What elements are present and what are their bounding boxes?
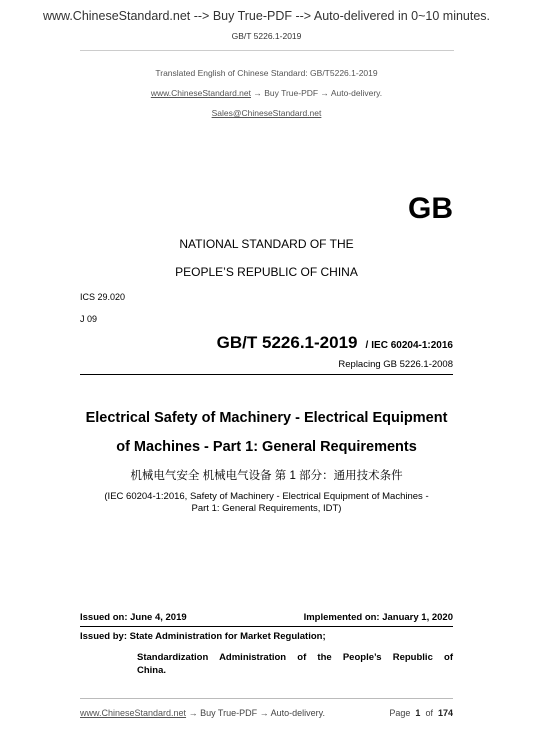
issued-by: Issued by: State Administration for Market Regulation; bbox=[80, 631, 326, 642]
page-indicator bbox=[340, 708, 453, 718]
document-title-line2: of Machines - Part 1: General Requirements bbox=[116, 439, 417, 455]
sales-email-line bbox=[0, 108, 533, 118]
iec-number: IEC 60204-1:2016 bbox=[371, 340, 453, 351]
gb-mark: GB bbox=[408, 192, 453, 225]
header-standard-code: GB/T 5226.1-2019 bbox=[231, 31, 302, 41]
national-standard-line2: PEOPLE’S REPUBLIC OF CHINA bbox=[175, 265, 358, 279]
page-total: 174 bbox=[437, 708, 453, 718]
translation-buy-line bbox=[0, 88, 533, 98]
ics-code: ICS 29.020 bbox=[80, 292, 126, 302]
document-title-line1: Electrical Safety of Machinery - Electrical Equipment bbox=[85, 410, 448, 426]
sales-email-link[interactable]: Sales@ChineseStandard.net bbox=[211, 108, 322, 118]
page-label: Page bbox=[389, 708, 411, 718]
issuer-second-line1: Standardization Administration of the People’s Republic of bbox=[137, 652, 453, 663]
standard-divider bbox=[80, 374, 453, 375]
national-standard-line1: NATIONAL STANDARD OF THE bbox=[179, 237, 354, 251]
issuer-second-line2: China. bbox=[137, 665, 167, 676]
iec-equivalence-line1: (IEC 60204-1:2016, Safety of Machinery - Electrical Equipment of Machines - bbox=[104, 491, 429, 502]
replacing-note: Replacing GB 5226.1-2008 bbox=[338, 359, 453, 370]
site-link[interactable]: www.ChineseStandard.net bbox=[150, 88, 251, 98]
of-label: of bbox=[425, 708, 433, 718]
page-number: 1 bbox=[415, 708, 421, 718]
standard-separator: / bbox=[365, 340, 369, 351]
header-divider bbox=[80, 50, 454, 51]
footer-site-link[interactable]: www.ChineseStandard.net bbox=[80, 708, 187, 718]
issue-divider bbox=[80, 626, 453, 627]
issued-on-date: Issued on: June 4, 2019 bbox=[80, 612, 187, 623]
translation-note: Translated English of Chinese Standard: GB/T5226.1-2019 bbox=[155, 68, 378, 78]
iec-equivalence-line2: Part 1: General Requirements, IDT) bbox=[191, 503, 342, 514]
buy-flow-text: → Buy True-PDF → Auto-delivery. bbox=[251, 88, 383, 98]
standard-number-line bbox=[80, 333, 453, 353]
footer-divider bbox=[80, 698, 453, 699]
footer-buy-flow-text: → Buy True-PDF → Auto-delivery. bbox=[186, 708, 325, 718]
j-code: J 09 bbox=[80, 314, 98, 324]
standard-number: GB/T 5226.1-2019 bbox=[216, 333, 358, 352]
footer-buy-line bbox=[80, 708, 325, 718]
chinese-title: 机械电气安全 机械电气设备 第 1 部分：通用技术条件 bbox=[130, 470, 403, 482]
header-banner[interactable]: www.ChineseStandard.net --> Buy True-PDF --> Auto-delivered in 0~10 minutes. bbox=[42, 9, 491, 23]
implemented-on-date: Implemented on: January 1, 2020 bbox=[303, 612, 453, 623]
